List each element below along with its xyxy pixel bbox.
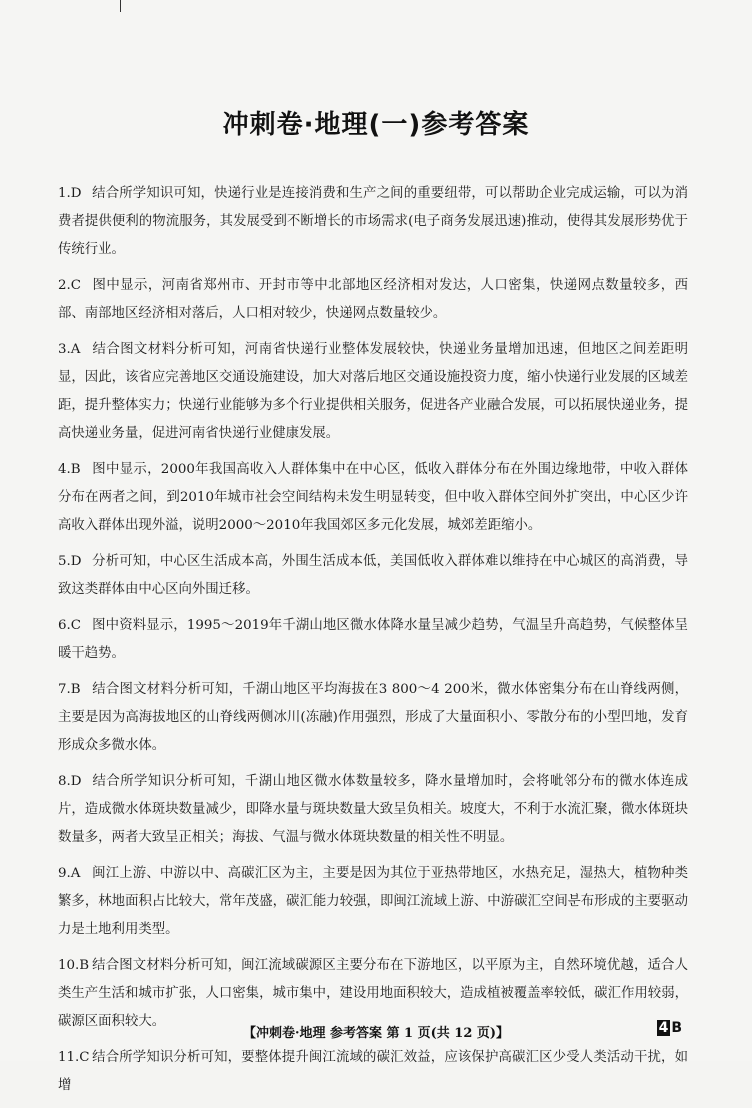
answer-text: 图中资料显示，1995～2019年千湖山地区微水体降水量呈减少趋势，气温呈升高趋势，气候整体呈暖干趋势。 [58, 618, 688, 661]
answer-text: 图中显示，河南省郑州市、开封市等中北部地区经济相对发达，人口密集，快递网点数量较多，西部、南部地区经济相对落后，人口相对较少，快递网点数量较少。 [58, 278, 688, 321]
answer-number: 2.C [58, 278, 82, 293]
top-tick-mark [120, 0, 121, 12]
answer-list [58, 180, 688, 1108]
answer-text: 结合所学知识分析可知，要整体提升闽江流域的碳汇效益，应该保护高碳汇区少受人类活动干扰，如增 [58, 1050, 688, 1093]
version-mark-box: 4 [658, 1020, 669, 1036]
footer-text: 【冲刺卷·地理 参考答案 第 1 页(共 12 页)】 [242, 1026, 510, 1041]
answer-item [58, 336, 688, 448]
version-mark [657, 1020, 682, 1036]
answer-item [58, 548, 688, 604]
answer-text: 闽江上游、中游以中、高碳汇区为主，主要是因为其位于亚热带地区，水热充足，湿热大，植物种类繁多，林地面积占比较大，常年茂盛，碳汇能力较强，即闽江流域上游、中游碳汇空间분布形成的主要驱动力是土地利用类型。 [58, 866, 688, 937]
answer-number: 1.D [58, 186, 82, 201]
answer-item [58, 768, 688, 852]
answer-item [58, 456, 688, 540]
answer-number: 10.B [58, 958, 90, 973]
page-footer [0, 1022, 752, 1041]
answer-text: 结合所学知识分析可知，千湖山地区微水体数量较多，降水量增加时，会将呲邻分布的微水体连成片，造成微水体斑块数量减少，即降水量与斑块数量大致呈负相关。坡度大，不利于水流汇聚，微水体斑块数量多，两者大致呈正相关；海拔、气温与微水体斑块数量的相关性不明显。 [58, 774, 688, 845]
answer-number: 11.C [58, 1050, 90, 1065]
answer-item [58, 676, 688, 760]
answer-text: 结合图文材料分析可知，千湖山地区平均海拔在3 800～4 200米，微水体密集分布在山脊线两侧，主要是因为高海拔地区的山脊线两侧冰川(冻融)作用强烈，形成了大量面积小、零散分布的小型凹地，发育形成众多微水体。 [58, 682, 688, 753]
answer-text: 分析可知，中心区生活成本高，外围生活成本低，美国低收入群体难以维持在中心城区的高消费，导致这类群体由中心区向外围迁移。 [58, 554, 688, 597]
answer-number: 4.B [58, 462, 81, 477]
answer-number: 9.A [58, 866, 81, 881]
answer-number: 3.A [58, 342, 81, 357]
answer-item [58, 180, 688, 264]
answer-number: 5.D [58, 554, 82, 569]
answer-item [58, 860, 688, 944]
answer-number: 8.D [58, 774, 82, 789]
answer-number: 6.C [58, 618, 82, 633]
answer-number: 7.B [58, 682, 81, 697]
answer-item [58, 272, 688, 328]
answer-text: 结合图文材料分析可知，河南省快递行业整体发展较快，快递业务量增加迅速，但地区之间差距明显，因此，该省应完善地区交通设施建设，加大对落后地区交通设施投资力度，缩小快递行业发展的区域差距，提升整体实力；快递行业能够为多个行业提供相关服务，促进各产业融合发展，可以拓展快递业务，提高快递业务量，促进河南省快递行业健康发展。 [58, 342, 688, 441]
answer-text: 结合所学知识可知，快递行业是连接消费和生产之间的重要纽带，可以帮助企业完成运输，可以为消费者提供便利的物流服务，其发展受到不断增长的市场需求(电子商务发展迅速)推动，使得其发展形势优于传统行业。 [58, 186, 688, 257]
answer-item [58, 1044, 688, 1100]
version-mark-letter: B [671, 1020, 682, 1036]
answer-text: 结合图文材料分析可知，闽江流域碳源区主要分布在下游地区，以平原为主，自然环境优越，适合人类生产生活和城市扩张，人口密集，城市集中，建设用地面积较大，造成植被覆盖率较低，碳汇作用较弱，碳源区面积较大。 [58, 958, 688, 1029]
answer-item [58, 612, 688, 668]
answer-text: 图中显示，2000年我国高收入人群体集中在中心区，低收入群体分布在外围边缘地带，中收入群体分布在两者之间，到2010年城市社会空间结构未发生明显转变，但中收入群体空间外扩突出，中心区少许高收入群体出现外溢，说明2000～2010年我国郊区多元化发展，城郊差距缩小。 [58, 462, 688, 533]
page-title: 冲刺卷·地理(一)参考答案 [222, 110, 530, 140]
